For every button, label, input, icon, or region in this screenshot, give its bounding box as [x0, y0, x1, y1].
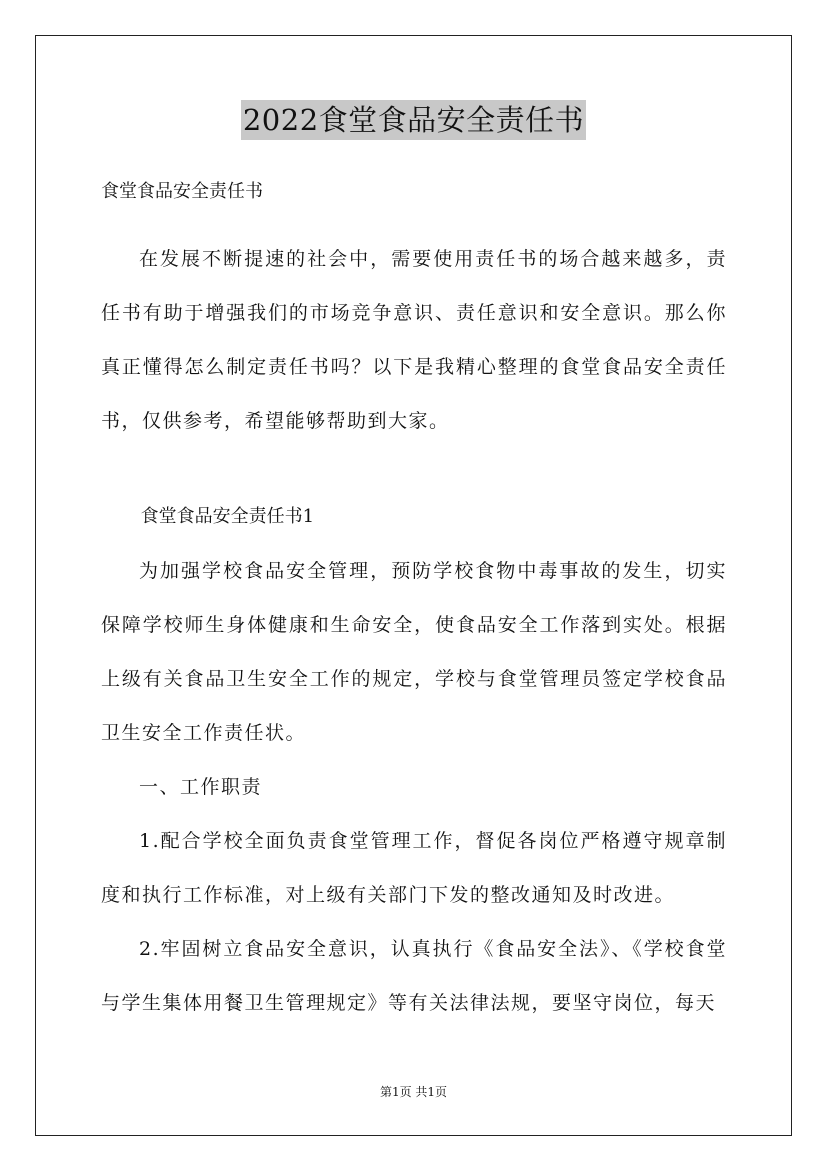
page-footer: [0, 1084, 827, 1100]
title-wrap: [0, 100, 827, 140]
document-title: 2022食堂食品安全责任书: [241, 100, 586, 140]
page-number: 第1页 共1页: [379, 1085, 448, 1099]
intro-paragraph: 在发展不断提速的社会中，需要使用责任书的场合越来越多，责任书有助于增强我们的市场竞争意识、责任意识和安全意识。那么你真正懂得怎么制定责任书吗？以下是我精心整理的食堂食品安全责任书，仅供参考，希望能够帮助到大家。: [101, 248, 727, 432]
section-title: 食堂食品安全责任书1: [140, 506, 315, 527]
section-paragraph: 为加强学校食品安全管理，预防学校食物中毒事故的发生，切实保障学校师生身体健康和生命安全，使食品安全工作落到实处。根据上级有关食品卫生安全工作的规定，学校与食堂管理员签定学校食品卫生安全工作责任状。: [101, 560, 727, 744]
duty-item-1: 1.配合学校全面负责食堂管理工作，督促各岗位严格遵守规章制度和执行工作标准，对上级有关部门下发的整改通知及时改进。: [101, 830, 727, 906]
duties-heading: 一、工作职责: [139, 776, 263, 798]
duty-item-2: 2.牢固树立食品安全意识，认真执行《食品安全法》、《学校食堂与学生集体用餐卫生管理规定》等有关法律法规，要坚守岗位，每天: [101, 938, 727, 1014]
document-subtitle: 食堂食品安全责任书: [101, 181, 263, 202]
document-body: [101, 172, 727, 1030]
